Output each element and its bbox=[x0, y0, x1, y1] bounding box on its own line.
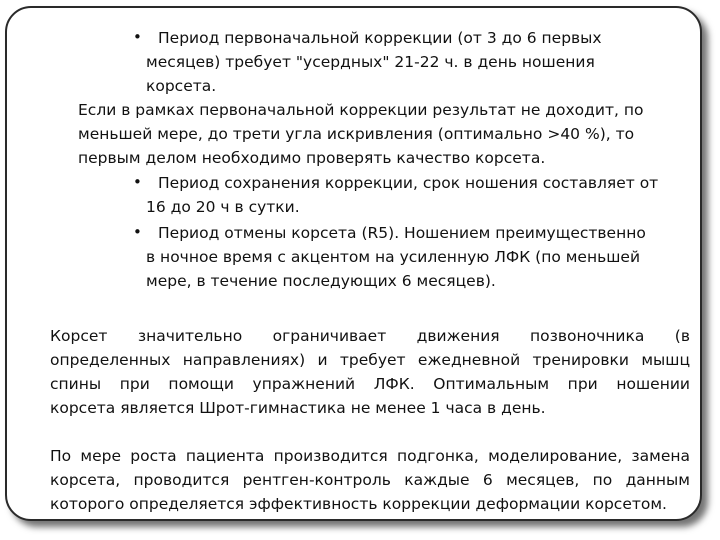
bullet-1-line-2: месяцев) требует "усердных" 21-22 ч. в день ношения bbox=[146, 53, 595, 71]
bullet-marker-3: • bbox=[133, 223, 142, 241]
bullet-marker-2: • bbox=[133, 173, 142, 191]
bottom-paragraph-1-line-4: корсета является Шрот-гимнастика не менее 1 часа в день. bbox=[50, 399, 546, 417]
bullet-marker-1: • bbox=[133, 28, 142, 46]
bottom-paragraph-1-line-1: Корсет значительно ограничивает движения позвоночника (в bbox=[50, 327, 690, 345]
paragraph-line-3: первым делом необходимо проверять качество корсета. bbox=[78, 149, 546, 167]
bullet-2-line-2: 16 до 20 ч в сутки. bbox=[146, 198, 300, 216]
bottom-paragraph-2-line-1: По мере роста пациента производится подгонка, моделирование, замена bbox=[50, 447, 690, 465]
bullet-3-line-3: мере, в течение последующих 6 месяцев). bbox=[146, 272, 496, 290]
paragraph-line-2: меньшей мере, до трети угла искривления (оптимально >40 %), то bbox=[78, 125, 635, 143]
paragraph-line-1: Если в рамках первоначальной коррекции результат не доходит, по bbox=[78, 101, 644, 119]
bottom-paragraph-1 bbox=[50, 324, 690, 420]
bullet-1-line-3: корсета. bbox=[146, 77, 217, 95]
bullet-1-line-1: Период первоначальной коррекции (от 3 до 6 первых bbox=[158, 29, 602, 47]
bottom-paragraph-1-line-2: определенных направлениях) и требует ежедневной тренировки мышц bbox=[50, 351, 690, 369]
bottom-paragraph-1-line-3: спины при помощи упражнений ЛФК. Оптимальным при ношении bbox=[50, 375, 690, 393]
bottom-paragraph-2-line-3: которого определяется эффективность коррекции деформации корсетом. bbox=[50, 495, 667, 513]
bullet-3-line-1: Период отмены корсета (R5). Ношением преимущественно bbox=[158, 224, 646, 242]
bullet-3-line-2: в ночное время с акцентом на усиленную ЛФК (по меньшей bbox=[146, 248, 641, 266]
bullet-2-line-1: Период сохранения коррекции, срок ношения составляет от bbox=[158, 174, 659, 192]
bottom-paragraph-2-line-2: корсета, проводится рентген-контроль каждые 6 месяцев, по данным bbox=[50, 471, 690, 489]
bottom-paragraph-2 bbox=[50, 444, 690, 516]
